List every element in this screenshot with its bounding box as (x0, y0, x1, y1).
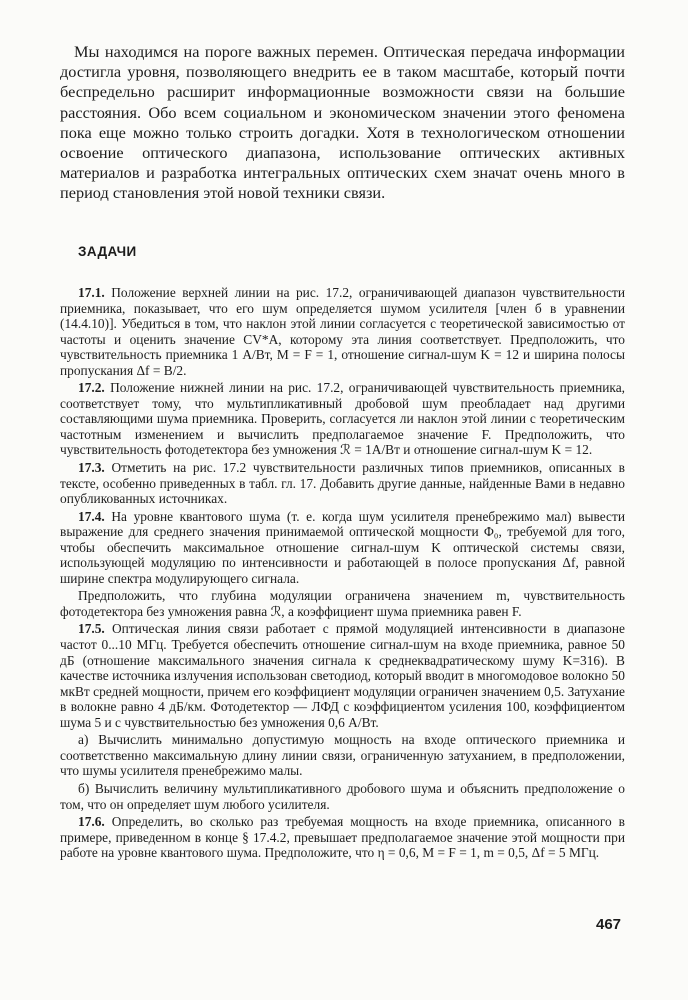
problem-text: Положение верхней линии на рис. 17.2, ограничивающей диапазон чувствительности приемника, показывает, что его шум определяется шумом усилителя [член б в уравнении (14.4.10)]. Убедиться в том, что наклон этой линии согласуется с теоретической зависимостью от частоты и оценить значение CV*A, которому эта линия соответствует. Предположить, что чувствительность приемника 1 А/Вт, M = F = 1, отношение сигнал-шум K = 12 и ширина полосы пропускания Δf = B/2. (60, 285, 625, 378)
problem-number: 17.2. (78, 380, 105, 396)
problem-number: 17.5. (78, 621, 105, 637)
problem-text: Положение нижней линии на рис. 17.2, ограничивающей чувствительность приемника, соответствует тому, что мультипликативный дробовой шум преобладает над другими составляющими шума приемника. Проверить, согласуется ли наклон этой линии с теоретическим частотным изменением и вычислить предполагаемое значение F. Предположить, что чувствительность фотодетектора без умножения ℛ = 1А/Вт и отношение сигнал-шум K = 12. (60, 380, 625, 458)
section-heading: ЗАДАЧИ (78, 244, 137, 259)
problem-17-2 (60, 380, 625, 458)
problem-number: 17.1. (78, 285, 105, 300)
problem-17-4 (60, 509, 625, 587)
problem-17-5-part-b (60, 781, 625, 812)
intro-paragraph: Мы находимся на пороге важных перемен. Оптическая передача информации достигла уровня, позволяющего внедрить ее в таком масштабе, который почти беспредельно расширит информационные возможности связи на большие расстояния. Обо всем социальном и экономическом значении этого феномена пока еще можно только строить догадки. Хотя в технологическом отношении освоение оптического диапазона, использование оптических активных материалов и разработка интегральных оптических схем значат очень много в период становления этой новой техники связи. (60, 42, 625, 203)
problem-text: б) Вычислить величину мультипликативного дробового шума и объяснить предположение о том, что он определяет шум любого усилителя. (60, 780, 625, 812)
problem-17-4-continuation (60, 588, 625, 619)
problem-text: а) Вычислить минимально допустимую мощность на входе оптического приемника и соответственно максимальную длину линии связи, ограниченную затуханием, в предположении, что шумы усилителя пренебрежимо малы. (60, 732, 625, 779)
problem-17-5 (60, 621, 625, 730)
problem-17-5-part-a (60, 732, 625, 779)
problem-17-1 (60, 285, 625, 378)
problem-number: 17.3. (78, 460, 105, 476)
page-number: 467 (596, 916, 622, 933)
problem-number: 17.6. (78, 814, 105, 830)
problem-text: Отметить на рис. 17.2 чувствительности различных типов приемников, описанных в тексте, особенно приведенных в табл. гл. 17. Добавить другие данные, найденные Вами в недавно опубликованных источниках. (60, 460, 625, 507)
problem-17-6 (60, 814, 625, 861)
problem-17-3 (60, 460, 625, 507)
problem-text: Оптическая линия связи работает с прямой модуляцией интенсивности в диапазоне частот 0...10 МГц. Требуется обеспечить отношение сигнал-шум на входе приемника, равное 50 дБ (отношение максимального значения сигнала к среднеквадратическому шуму K=316). В качестве источника излучения использован светодиод, который вводит в многомодовое волокно 50 мкВт средней мощности, причем его коэффициент модуляции ограничен значением 0,5. Затухание в волокне равно 4 дБ/км. Фотодетектор — ЛФД с коэффициентом усиления 100, коэффициентом шума 5 и с чувствительностью без умножения 0,6 А/Вт. (60, 621, 625, 730)
problem-text: Определить, во сколько раз требуемая мощность на входе приемника, описанного в примере, приведенном в конце § 17.4.2, превышает предполагаемое значение этой мощности при работе на уровне квантового шума. Предположите, что η = 0,6, M = F = 1, m = 0,5, Δf = 5 МГц. (60, 814, 625, 861)
problem-text: Предположить, что глубина модуляции ограничена значением m, чувствительность фотодетектора без умножения равна ℛ, а коэффициент шума приемника равен F. (60, 588, 625, 619)
problem-number: 17.4. (78, 508, 105, 524)
problem-text: На уровне квантового шума (т. е. когда шум усилителя пренебрежимо мал) вывести выражение для среднего значения принимаемой оптической мощности Φ₀, требуемой для того, чтобы обеспечить максимальное отношение сигнал-шум K оптической системы связи, использующей модуляцию по интенсивности и работающей в полосе пропускания Δf, равной ширине спектра модулирующего сигнала. (60, 508, 625, 586)
problems-list (60, 285, 625, 863)
